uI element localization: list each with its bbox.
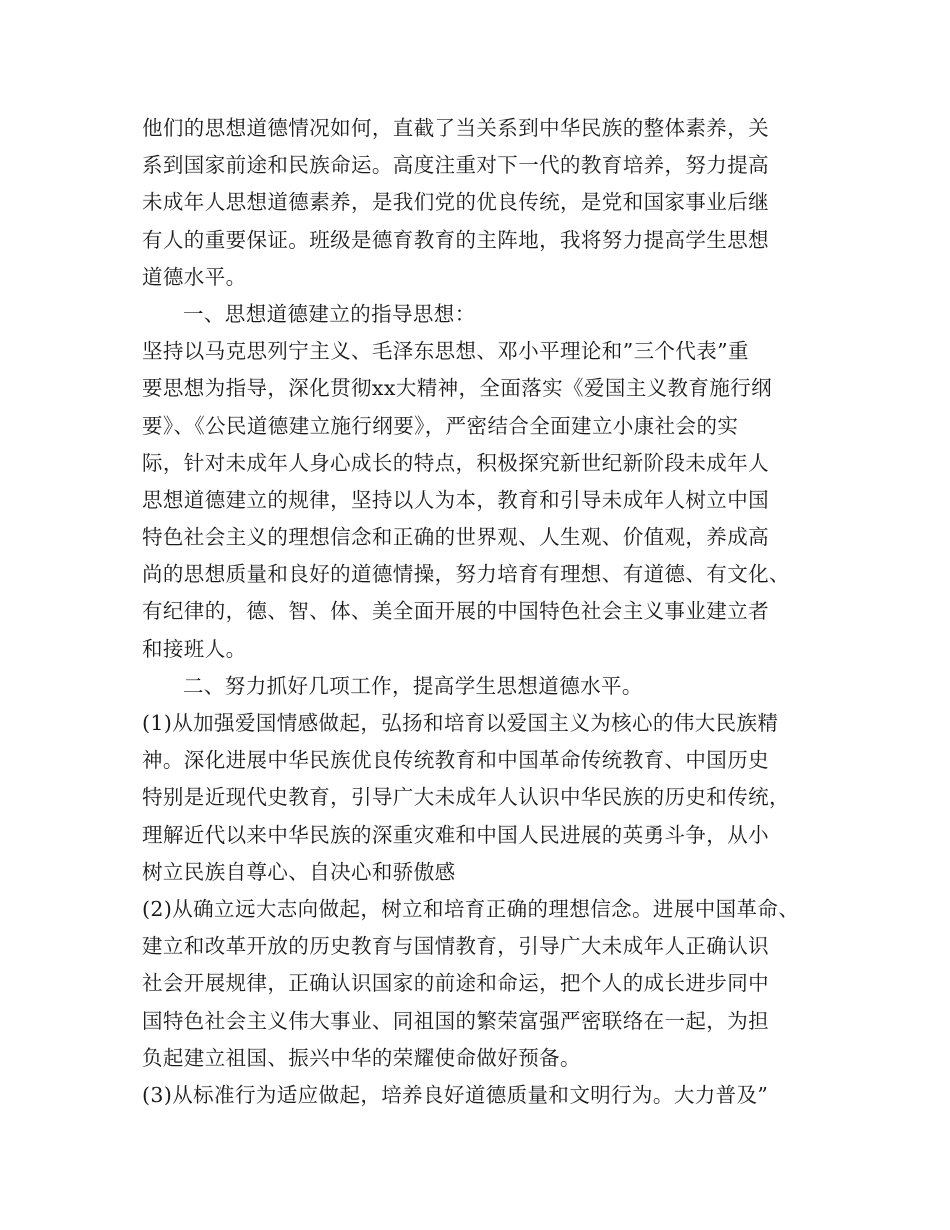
paragraph-line: (2)从确立远大志向做起，树立和培育正确的理想信念。进展中国革命、 [142, 896, 800, 921]
paragraph-line: 建立和改革开放的历史教育与国情教育，引导广大未成年人正确认识 [142, 934, 769, 959]
paragraph-line: 际，针对未成年人身心成长的特点，积极探究新世纪新阶段未成年人 [142, 450, 769, 475]
paragraph-line: 国特色社会主义伟大事业、同祖国的繁荣富强严密联络在一起，为担 [142, 1008, 769, 1033]
paragraph-line: 理解近代以来中华民族的深重灾难和中国人民进展的英勇斗争，从小 [142, 822, 769, 847]
paragraph-line: 负起建立祖国、振兴中华的荣耀使命做好预备。 [142, 1045, 581, 1070]
paragraph-line: 社会开展规律，正确认识国家的前途和命运，把个人的成长进步同中 [142, 971, 769, 996]
paragraph-line: 有纪律的，德、智、体、美全面开展的中国特色社会主义事业建立者 [142, 599, 769, 624]
paragraph-line: 未成年人思想道德素养，是我们党的优良传统，是党和国家事业后继 [142, 190, 769, 215]
paragraph-line: 有人的重要保证。班级是德育教育的主阵地，我将努力提高学生思想 [142, 227, 769, 252]
document-body [142, 110, 832, 1114]
paragraph-line: 坚持以马克思列宁主义、毛泽东思想、邓小平理论和”三个代表”重 [142, 339, 749, 364]
paragraph-line: 特色社会主义的理想信念和正确的世界观、人生观、价值观，养成高 [142, 525, 769, 550]
paragraph-line: 要思想为指导，深化贯彻xx大精神，全面落实《爱国主义教育施行纲 [142, 376, 773, 401]
paragraph-line: 特别是近现代史教育，引导广大未成年人认识中华民族的历史和传统， [142, 785, 790, 810]
paragraph-line: 思想道德建立的规律，坚持以人为本，教育和引导未成年人树立中国 [142, 487, 769, 512]
paragraph-line: 树立民族自尊心、自决心和骄傲感 [142, 859, 456, 884]
paragraph-line: (3)从标准行为适应做起，培养良好道德质量和文明行为。大力普及” [142, 1082, 769, 1107]
paragraph-line: 尚的思想质量和良好的道德情操，努力培育有理想、有道德、有文化、 [142, 562, 790, 587]
paragraph-line: 道德水平。 [142, 264, 247, 289]
section-heading-line: 二、努力抓好几项工作，提高学生思想道德水平。 [183, 673, 643, 698]
paragraph-line: (1)从加强爱国情感做起，弘扬和培育以爱国主义为核心的伟大民族精 [142, 711, 779, 735]
paragraph-line: 要》、《公民道德建立施行纲要》，严密结合全面建立小康社会的实 [142, 413, 739, 438]
paragraph-line: 神。深化进展中华民族优良传统教育和中国革命传统教育、中国历史 [142, 748, 769, 773]
paragraph-line: 和接班人。 [142, 636, 247, 661]
paragraph-line: 系到国家前途和民族命运。高度注重对下一代的教育培养，努力提高 [142, 153, 769, 178]
section-heading-line: 一、思想道德建立的指导思想： [183, 301, 476, 326]
paragraph-line: 他们的思想道德情况如何，直截了当关系到中华民族的整体素养，关 [142, 116, 769, 140]
